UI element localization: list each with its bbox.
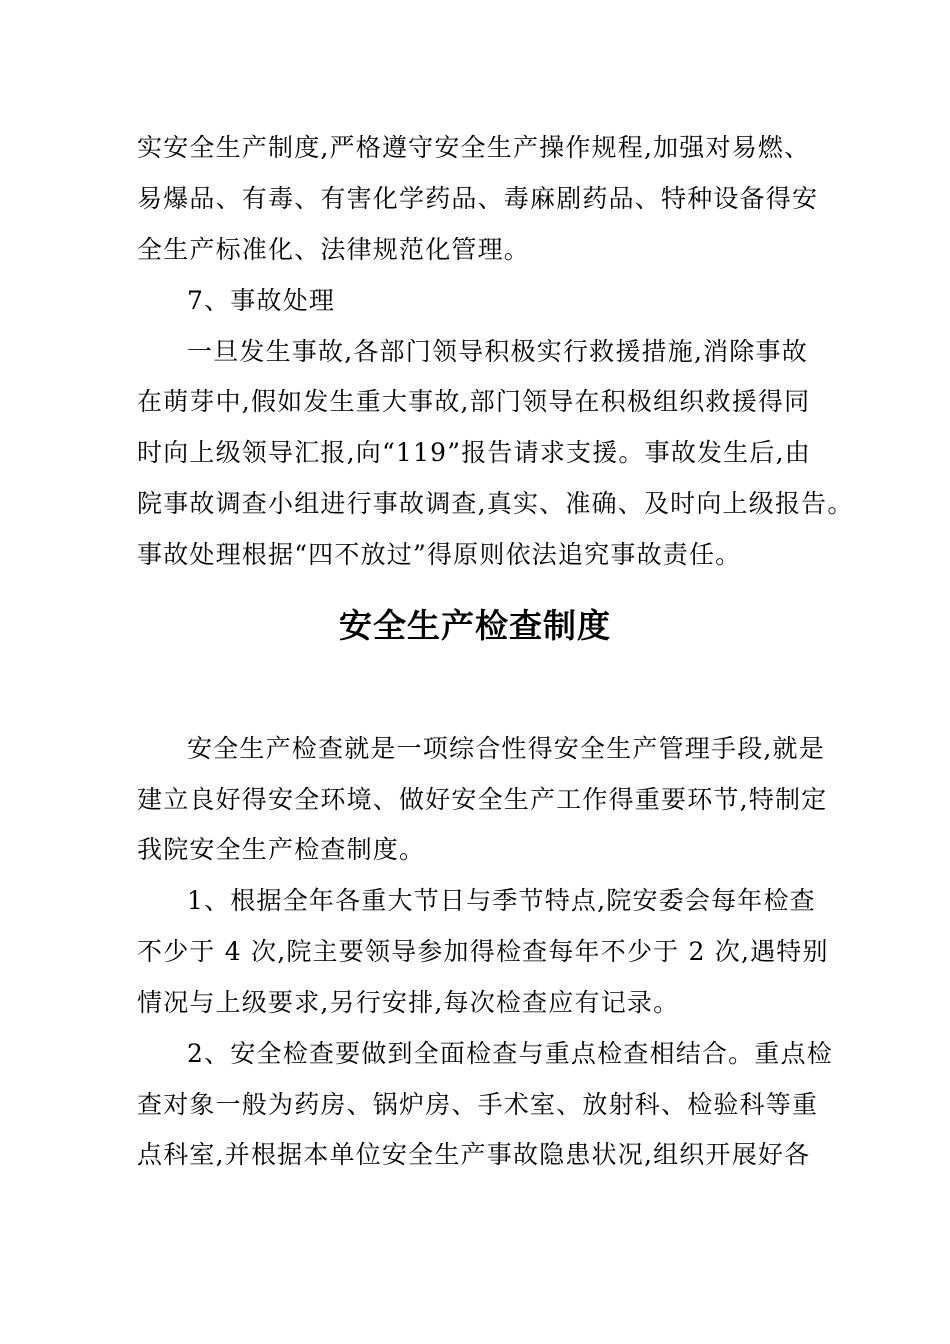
paragraph-line: 全生产标准化、法律规范化管理。 bbox=[137, 235, 531, 264]
paragraph-line: 时向上级领导汇报,向“119”报告请求支援。事故发生后,由 bbox=[137, 438, 811, 467]
paragraph-line: 在萌芽中,假如发生重大事故,部门领导在积极组织救援得同 bbox=[137, 387, 811, 416]
paragraph-line: 安全生产检查就是一项综合性得安全生产管理手段,就是 bbox=[187, 734, 825, 763]
paragraph-line: 查对象一般为药房、锅炉房、手术室、放射科、检验科等重 bbox=[137, 1090, 819, 1119]
paragraph-line: 不少于 4 次,院主要领导参加得检查每年不少于 2 次,遇特别 bbox=[137, 937, 829, 966]
paragraph-line: 2、安全检查要做到全面检查与重点检查相结合。重点检 bbox=[187, 1039, 833, 1068]
paragraph-line: 点科室,并根据本单位安全生产事故隐患状况,组织开展好各 bbox=[137, 1140, 811, 1169]
paragraph-line: 我院安全生产检查制度。 bbox=[137, 835, 426, 864]
paragraph-line: 一旦发生事故,各部门领导积极实行救援措施,消除事故 bbox=[187, 337, 808, 366]
paragraph-line: 建立良好得安全环境、做好安全生产工作得重要环节,特制定 bbox=[137, 785, 828, 814]
paragraph-line: 院事故调查小组进行事故调查,真实、准确、及时向上级报告。 bbox=[137, 489, 854, 518]
section-heading: 7、事故处理 bbox=[187, 286, 336, 315]
paragraph-line: 实安全生产制度,严格遵守安全生产操作规程,加强对易燃、 bbox=[137, 133, 811, 162]
paragraph-line: 情况与上级要求,另行安排,每次检查应有记录。 bbox=[137, 988, 680, 1017]
paragraph-line: 1、根据全年各重大节日与季节特点,院安委会每年检查 bbox=[187, 886, 816, 915]
paragraph-line: 事故处理根据“四不放过”得原则依法追究事故责任。 bbox=[137, 540, 742, 569]
paragraph-line: 易爆品、有毒、有害化学药品、毒麻剧药品、特种设备得安 bbox=[137, 184, 819, 213]
document-title: 安全生产检查制度 bbox=[339, 606, 611, 645]
